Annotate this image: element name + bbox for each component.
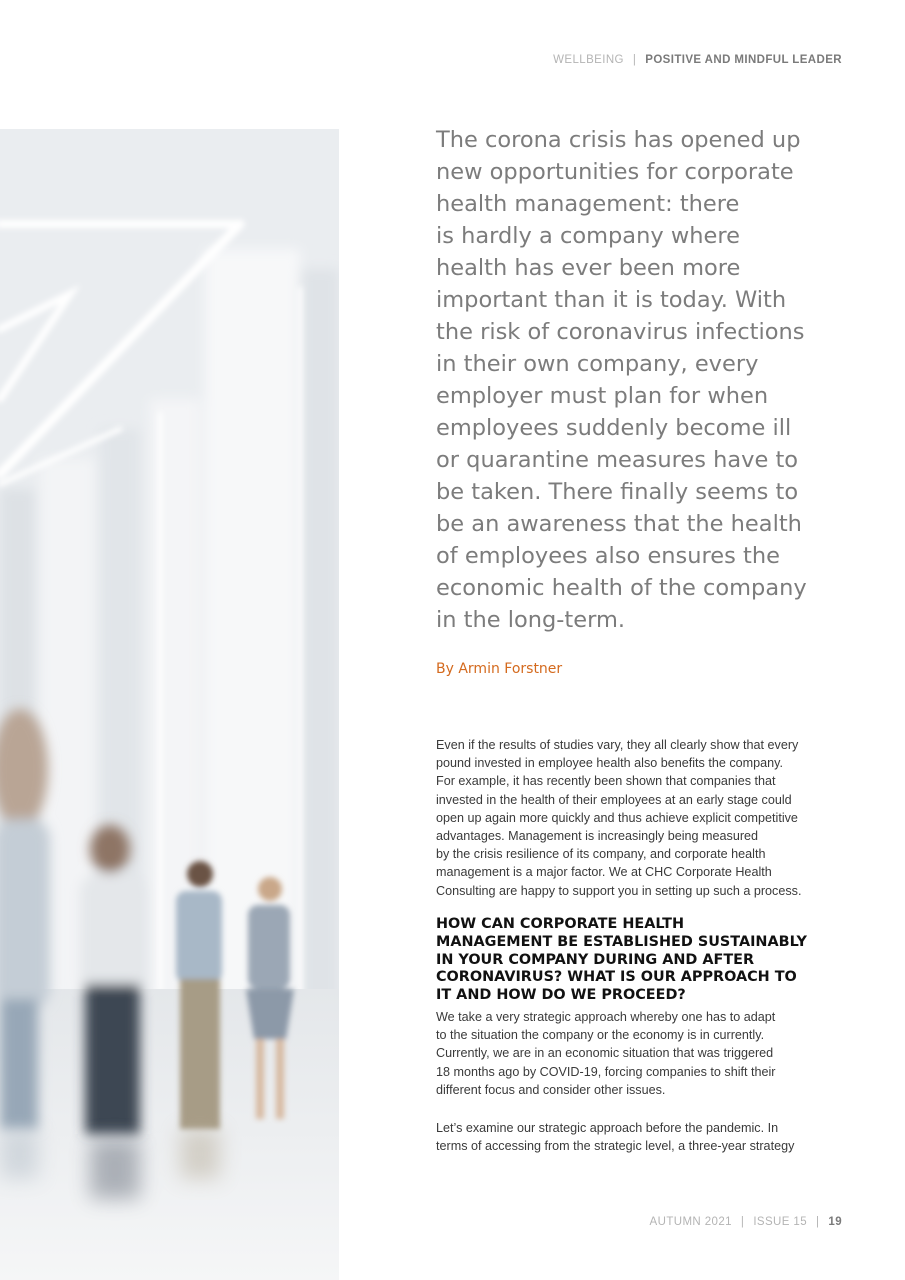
body-paragraph-3: Let’s examine our strategic approach before the pandemic. In terms of accessing from the strategic level, a three-year strategy	[436, 1121, 795, 1154]
header-title: POSITIVE AND MINDFUL LEADER	[645, 54, 842, 66]
header-section: WELLBEING	[553, 54, 624, 66]
blurred-office-people-image	[0, 129, 339, 1280]
page-footer	[650, 1216, 842, 1228]
office-photo	[0, 129, 339, 1280]
body-paragraph-1: Even if the results of studies vary, they all clearly show that every pound invested in employee health also benefits the company. For example, it has recently been shown that companies that invested in the health of their employees at an early stage could open up again more quickly and thus achieve explicit competitive advantages. Management is increasingly being measured by the crisis resilience of its company, and corporate health management is a major factor. We at CHC Corporate Health Consulting are happy to support you in setting up such a process.	[436, 738, 802, 898]
footer-issue: ISSUE 15	[753, 1216, 808, 1228]
footer-separator: |	[816, 1216, 820, 1228]
header-separator: |	[632, 54, 637, 66]
running-header	[553, 54, 842, 66]
section-heading: HOW CAN CORPORATE HEALTH MANAGEMENT BE ESTABLISHED SUSTAINABLY IN YOUR COMPANY DURING AND AFTER CORONAVIRUS? WHAT IS OUR APPROACH TO IT AND HOW DO WE PROCEED?	[436, 916, 807, 1004]
footer-season: AUTUMN 2021	[649, 1216, 732, 1228]
lede-paragraph: The corona crisis has opened up new opportunities for corporate health management: there is hardly a company where health has ever been more important than it is today. With the risk of coronavirus infections in their own company, every employer must plan for when employees suddenly become ill or quarantine measures have to be taken. There finally seems to be an awareness that the health of employees also ensures the economic health of the company in the long-term.	[436, 127, 807, 633]
body-paragraph-2: We take a very strategic approach whereby one has to adapt to the situation the company or the economy is in currently. Currently, we are in an economic situation that was triggered 18 months ago by COVID-19, forcing companies to shift their different focus and consider other issues.	[436, 1010, 776, 1097]
author-byline: By Armin Forstner	[436, 661, 563, 677]
page-number: 19	[828, 1216, 842, 1228]
footer-separator: |	[740, 1216, 745, 1228]
